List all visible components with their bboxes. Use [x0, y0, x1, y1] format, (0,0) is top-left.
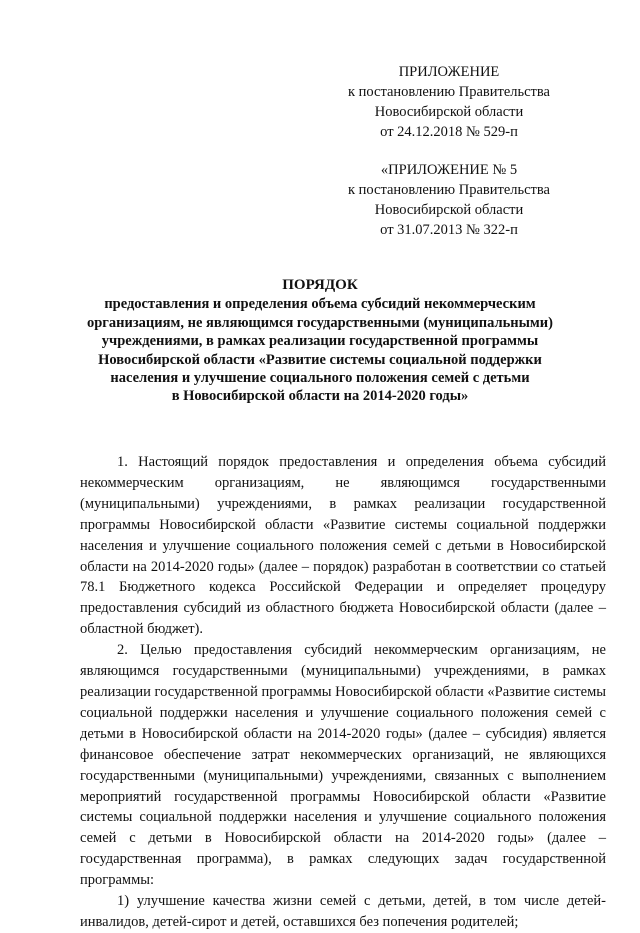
paragraph-3: 1) улучшение качества жизни семей с детьми, детей, в том числе детей-инвалидов, детей-сирот и детей, оставшихся без попечения родителей; — [80, 893, 606, 930]
title-line-2: организациям, не являющимся государственными (муниципальными) — [86, 314, 553, 331]
appendix-original-block — [348, 160, 550, 240]
document-body — [80, 452, 606, 933]
title-line-3: учреждениями, в рамках реализации государственной программы — [101, 333, 539, 350]
appendix-original-line-3: Новосибирской области — [374, 202, 524, 218]
title-heading: ПОРЯДОК — [282, 277, 358, 293]
appendix-current-line-4: от 24.12.2018 № 529-п — [380, 124, 518, 140]
paragraph-2: 2. Целью предоставления субсидий некоммерческим организациям, не являющимся государственными (муниципальными) учреждениями, в рамках реализации государственной программы Новосибирской области «Развитие системы социальной поддержки населения и улучшение социального положения семей с детьми в Новосибирской области на 2014-2020 годы» (далее – субсидия) является финансовое обеспечение затрат некоммерческих организаций, не являющихся государственными (муниципальными) учреждениями, связанных с выполнением мероприятий государственной программы Новосибирской области «Развитие системы социальной поддержки населения и улучшение социального положения семей с детьми в Новосибирской области на 2014-2020 годы» (далее – государственная программа), в рамках следующих задач государственной программы: — [80, 642, 606, 889]
appendix-current-block — [348, 62, 550, 142]
document-title — [70, 276, 570, 406]
appendix-original-line-4: от 31.07.2013 № 322-п — [380, 222, 518, 238]
title-line-4: Новосибирской области «Развитие системы социальной поддержки — [98, 351, 542, 368]
appendix-current-line-1: ПРИЛОЖЕНИЕ — [398, 64, 500, 80]
appendix-current-line-2: к постановлению Правительства — [348, 84, 550, 100]
appendix-original-line-1: «ПРИЛОЖЕНИЕ № 5 — [380, 162, 518, 178]
paragraph-1: 1. Настоящий порядок предоставления и определения объема субсидий некоммерческим организациям, не являющимся государственными (муниципальными) учреждениями, в рамках реализации государственной программы Новосибирской области «Развитие системы социальной поддержки населения и улучшение социального положения семей с детьми в Новосибирской области на 2014-2020 годы» (далее – порядок) разработан в соответствии со статьей 78.1 Бюджетного кодекса Российской Федерации и определяет процедуру предоставления субсидий из областного бюджета Новосибирской области (далее – областной бюджет). — [80, 454, 606, 638]
appendix-current-line-3: Новосибирской области — [374, 104, 524, 120]
title-line-5: населения и улучшение социального положения семей с детьми — [110, 370, 530, 387]
title-line-1: предоставления и определения объема субсидий некоммерческим — [104, 296, 536, 313]
title-line-6: в Новосибирской области на 2014-2020 годы» — [171, 388, 469, 405]
appendix-original-line-2: к постановлению Правительства — [348, 182, 550, 198]
